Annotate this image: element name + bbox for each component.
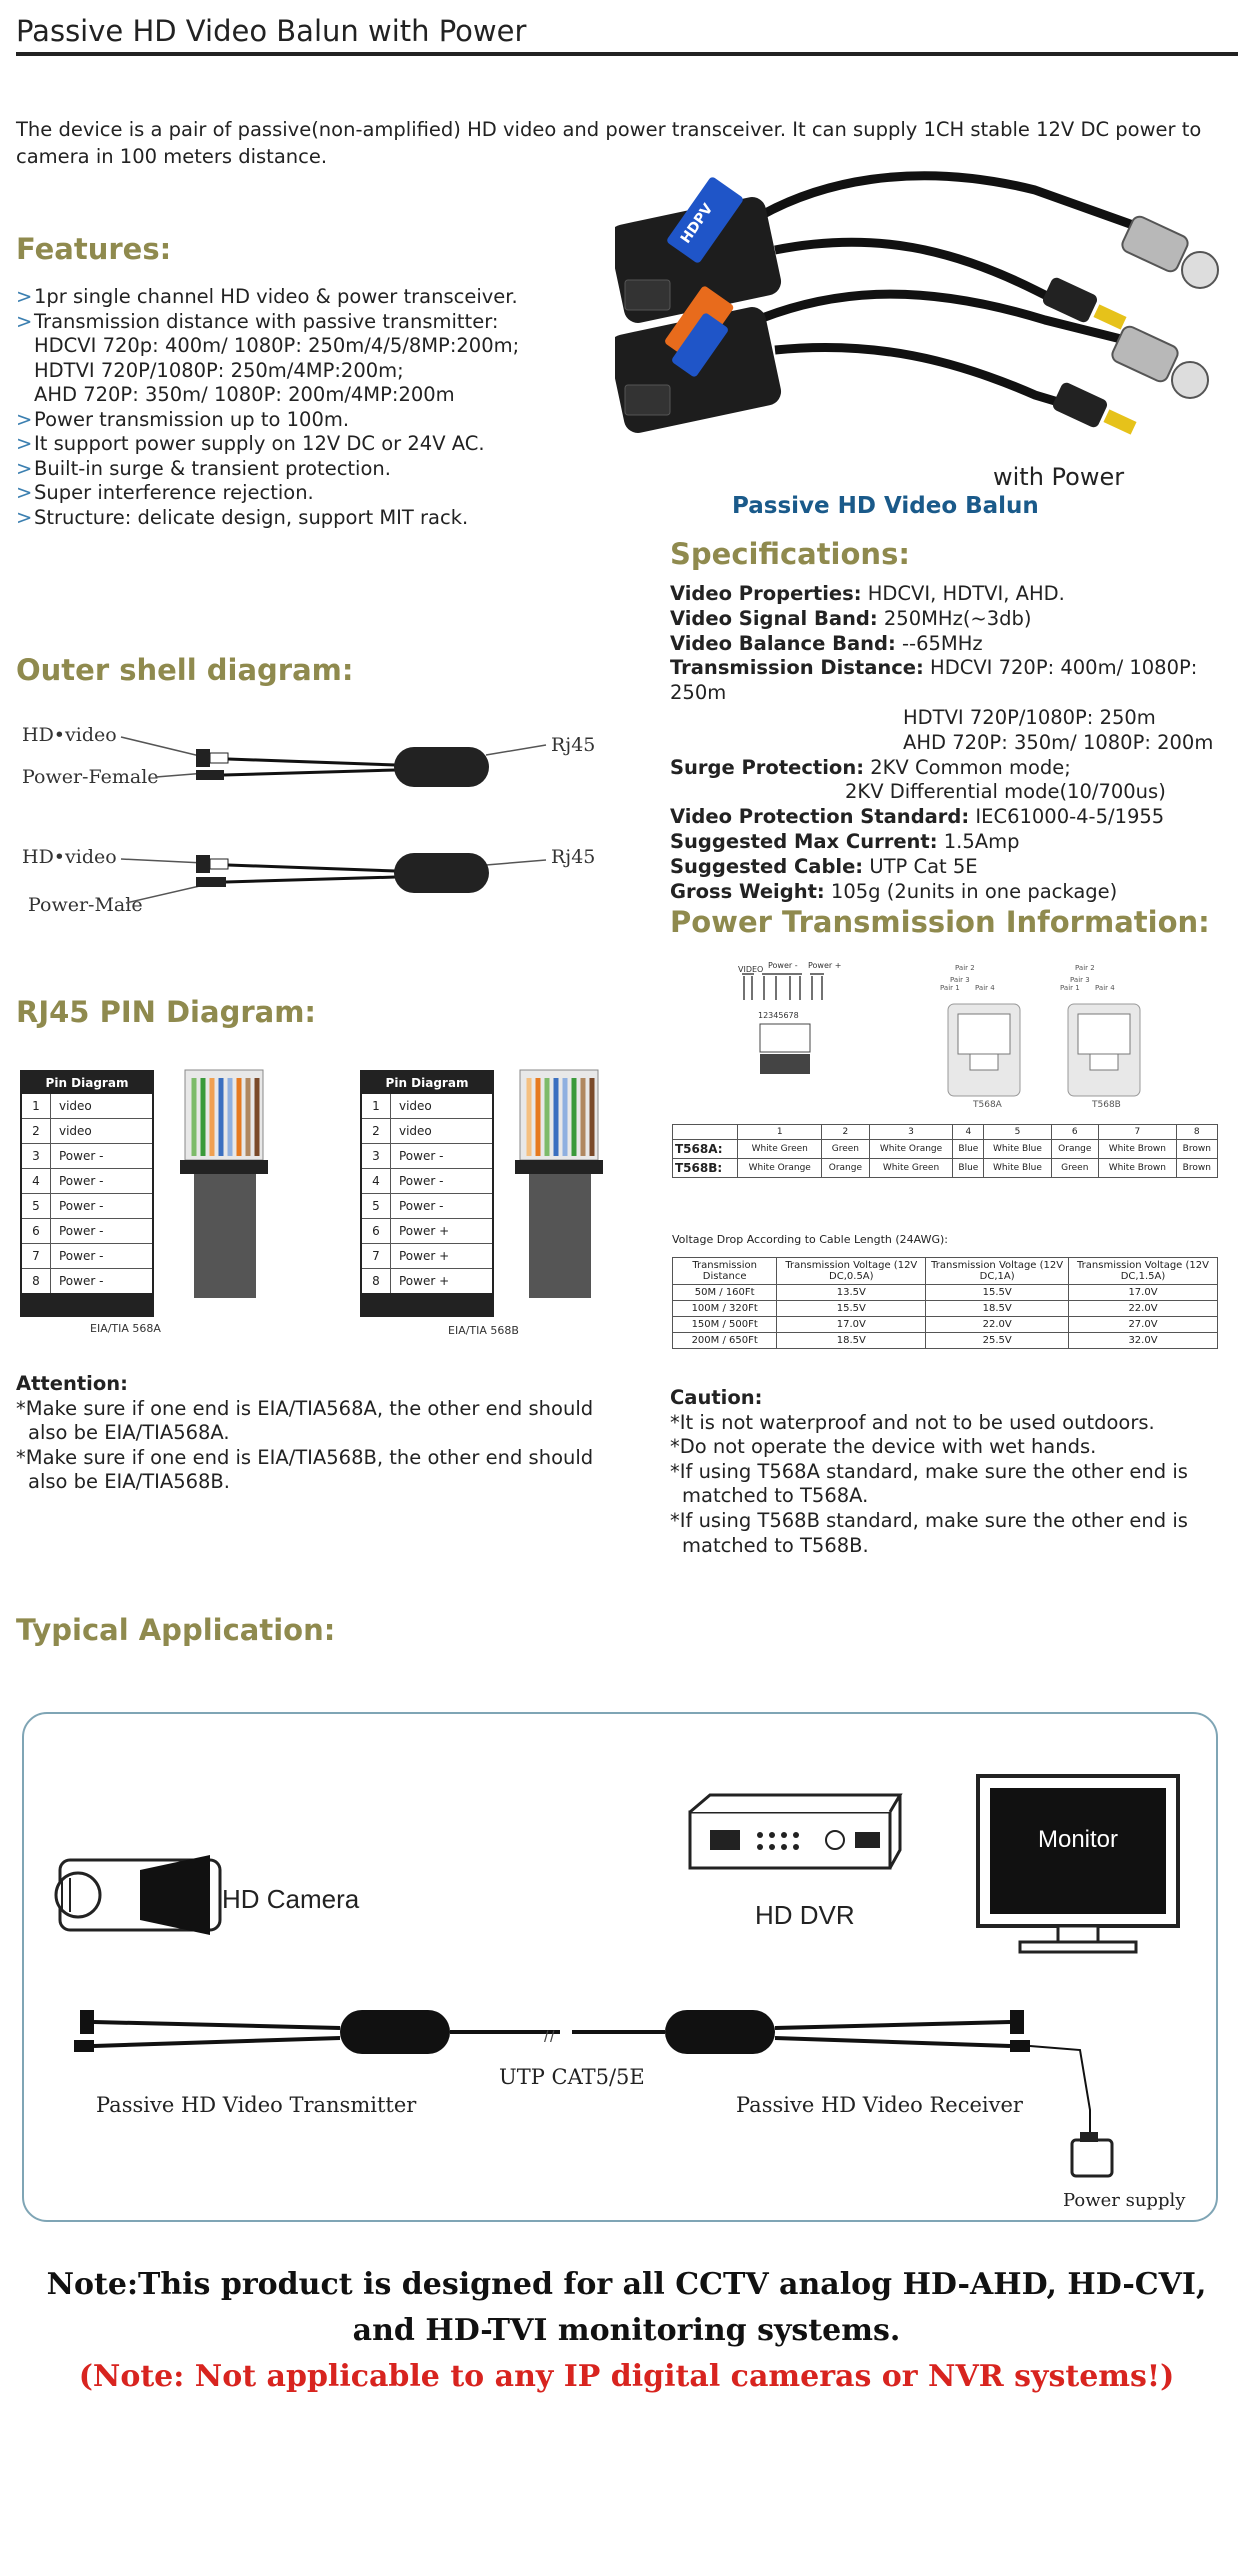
feature-item: > Built-in surge & transient protection. — [16, 457, 616, 482]
feature-item: > It support power supply on 12V DC or 24V AC. — [16, 432, 616, 457]
caution-line: *If using T568A standard, make sure the other end is — [670, 1459, 1188, 1483]
note-line: and HD-TVI monitoring systems. — [352, 2313, 901, 2348]
feature-item: > Super interference rejection. — [16, 481, 616, 506]
table-header: 7 — [1099, 1125, 1176, 1140]
attention-block — [16, 1372, 636, 1495]
product-photo — [615, 170, 1245, 490]
jack-label-b: T568B — [1092, 1100, 1121, 1110]
spec-label: Video Protection Standard: — [670, 805, 970, 829]
table-row: 100M / 320Ft 15.5V 18.5V 22.0V — [673, 1301, 1218, 1317]
table-row: 7 Power - — [22, 1244, 152, 1269]
table-header — [673, 1125, 738, 1140]
table-row: 2 video — [22, 1119, 152, 1144]
spec-value: UTP Cat 5E — [869, 854, 978, 878]
pair-label: Pair 3 — [950, 976, 970, 984]
label-utp-cable: UTP CAT5/5E — [499, 2065, 645, 2089]
features-list — [16, 285, 616, 530]
table-header: 5 — [984, 1125, 1051, 1140]
label-power-male: Power-Male — [28, 894, 143, 916]
label-hd-camera: HD Camera — [222, 1884, 360, 1914]
label-receiver: Passive HD Video Receiver — [736, 2093, 1023, 2117]
wire-label: Power - — [768, 962, 798, 970]
table-header: 1 — [738, 1125, 822, 1140]
table-row: 3 Power - — [362, 1144, 492, 1169]
spec-label: Transmission Distance: — [670, 656, 924, 680]
label-hd-video: HD•video — [22, 724, 117, 746]
label-hd-dvr: HD DVR — [755, 1900, 855, 1930]
svg-text:/: / — [544, 2029, 549, 2046]
table-row: 1 video — [362, 1094, 492, 1119]
specs-heading: Specifications: — [670, 537, 910, 571]
spec-value: IEC61000-4-5/1955 — [975, 805, 1165, 829]
spec-value: 105g (2units in one package) — [830, 879, 1118, 903]
table-row: 50M / 160Ft 13.5V 15.5V 17.0V — [673, 1285, 1218, 1301]
table-row: 8 Power + — [362, 1269, 492, 1293]
wiring-illustration — [730, 962, 1170, 1112]
table-row: 3 Power - — [22, 1144, 152, 1169]
table-row: 6 Power - — [22, 1219, 152, 1244]
caution-block — [670, 1386, 1230, 1558]
caption-568a: EIA/TIA 568A — [90, 1322, 161, 1335]
balun-badge: HDPV — [677, 200, 717, 247]
application-heading: Typical Application: — [16, 1613, 336, 1647]
table-header: 2 — [822, 1125, 870, 1140]
label-power-female: Power-Female — [22, 766, 159, 788]
camera-icon — [56, 1855, 220, 1935]
attention-line: *Make sure if one end is EIA/TIA568B, the other end should — [16, 1445, 594, 1469]
pin-table-title: Pin Diagram — [22, 1072, 152, 1094]
voltage-drop-table — [672, 1257, 1218, 1349]
caution-line: *If using T568B standard, make sure the other end is — [670, 1508, 1188, 1532]
spec-value: 2KV Common mode; — [870, 755, 1071, 779]
feature-item: > Transmission distance with passive transmitter: — [16, 310, 616, 335]
table-header: Transmission Voltage (12V DC,1A) — [926, 1258, 1069, 1285]
pair-label: Pair 3 — [1070, 976, 1090, 984]
pin-numbers: 12345678 — [758, 1011, 799, 1020]
table-row: 2 video — [362, 1119, 492, 1144]
power-supply-icon — [1072, 2132, 1112, 2176]
table-row: 5 Power - — [362, 1194, 492, 1219]
table-header: 8 — [1176, 1125, 1217, 1140]
rj45-heading: RJ45 PIN Diagram: — [16, 995, 317, 1029]
specs-block — [670, 582, 1250, 904]
voltage-drop-title: Voltage Drop According to Cable Length (24AWG): — [672, 1233, 949, 1246]
table-header: 3 — [869, 1125, 953, 1140]
table-row: 4 Power - — [22, 1169, 152, 1194]
table-header: 4 — [953, 1125, 984, 1140]
label-power-supply: Power supply — [1063, 2190, 1186, 2211]
rj45-plug-568a — [180, 1068, 270, 1308]
dvr-icon — [690, 1795, 900, 1868]
pair-label: Pair 2 — [1075, 964, 1095, 972]
pin-color-table — [672, 1124, 1218, 1178]
attention-line: *Make sure if one end is EIA/TIA568A, the other end should — [16, 1396, 594, 1420]
power-info-heading: Power Transmission Information: — [670, 905, 1210, 939]
intro-paragraph: The device is a pair of passive(non-amplified) HD video and power transceiver. It can supply 1CH stable 12V DC power to camera in 100 meters distance. — [16, 118, 1202, 168]
attention-line: also be EIA/TIA568A. — [28, 1421, 230, 1445]
table-row: 150M / 500Ft 17.0V 22.0V 27.0V — [673, 1317, 1218, 1333]
wire-label: VIDEO — [738, 965, 764, 974]
feature-item: HDCVI 720p: 400m/ 1080P: 250m/4/5/8MP:200m; — [34, 334, 520, 357]
application-diagram — [20, 1710, 1220, 2230]
table-row: 7 Power + — [362, 1244, 492, 1269]
outer-shell-diagram — [16, 715, 616, 925]
note-warning: (Note: Not applicable to any IP digital cameras or NVR systems!) — [78, 2359, 1175, 2394]
pair-label: Pair 2 — [955, 964, 975, 972]
pair-label: Pair 4 — [975, 984, 995, 992]
table-row: 200M / 650Ft 18.5V 25.5V 32.0V — [673, 1333, 1218, 1349]
table-row: T568A: White Green Green White Orange Blue White Blue Orange White Brown Brown — [673, 1140, 1218, 1159]
wire-label: Power + — [808, 962, 842, 970]
rj45-plug-568b — [515, 1068, 605, 1308]
spec-label: Video Balance Band: — [670, 631, 896, 655]
spec-value: --65MHz — [902, 631, 983, 655]
spec-label: Suggested Max Current: — [670, 829, 938, 853]
feature-item: AHD 720P: 350m/ 1080P: 200m/4MP:200m — [34, 383, 455, 406]
label-monitor: Monitor — [1037, 1826, 1119, 1853]
note-line: Note:This product is designed for all CCTV analog HD-AHD, HD-CVI, — [46, 2267, 1207, 2302]
pair-label: Pair 1 — [1060, 984, 1080, 992]
table-row: 6 Power + — [362, 1219, 492, 1244]
attention-line: also be EIA/TIA568B. — [28, 1470, 231, 1494]
spec-value: 2KV Differential mode(10/700us) — [845, 780, 1166, 804]
spec-label: Video Properties: — [670, 582, 862, 605]
table-row: 1 video — [22, 1094, 152, 1119]
jack-label-a: T568A — [973, 1100, 1002, 1110]
table-row: T568B: White Orange Orange White Green Blue White Blue Green White Brown Brown — [673, 1159, 1218, 1178]
spec-value: 250MHz(~3db) — [883, 606, 1032, 630]
spec-value: HDCVI, HDTVI, AHD. — [867, 582, 1065, 605]
caution-line: *It is not waterproof and not to be used outdoors. — [670, 1410, 1155, 1434]
feature-item: HDTVI 720P/1080P: 250m/4MP:200m; — [34, 358, 404, 382]
table-header: Transmission Voltage (12V DC,0.5A) — [777, 1258, 926, 1285]
features-heading: Features: — [16, 232, 172, 266]
page-title: Passive HD Video Balun with Power — [16, 14, 527, 48]
pin-table-568a — [20, 1070, 154, 1317]
pin-table-568b — [360, 1070, 494, 1317]
spec-value: 1.5Amp — [943, 829, 1020, 853]
pair-label: Pair 4 — [1095, 984, 1115, 992]
spec-label: Gross Weight: — [670, 879, 825, 903]
caution-line: *Do not operate the device with wet hands. — [670, 1435, 1097, 1459]
table-row: 8 Power - — [22, 1269, 152, 1293]
caution-line: matched to T568B. — [682, 1533, 869, 1557]
label-rj45: Rj45 — [551, 846, 596, 868]
pair-label: Pair 1 — [940, 984, 960, 992]
feature-item: > 1pr single channel HD video & power transceiver. — [16, 285, 616, 310]
label-rj45: Rj45 — [551, 734, 596, 756]
table-header: 6 — [1051, 1125, 1099, 1140]
table-header: Transmission Voltage (12V DC,1.5A) — [1069, 1258, 1218, 1285]
feature-item: > Power transmission up to 100m. — [16, 408, 616, 433]
spec-label: Suggested Cable: — [670, 854, 864, 878]
product-label-black: with Power — [993, 463, 1125, 491]
caption-568b: EIA/TIA 568B — [448, 1324, 519, 1337]
pin-table-title: Pin Diagram — [362, 1072, 492, 1094]
spec-label: Surge Protection: — [670, 755, 865, 779]
spec-value: HDCVI 720P: 400m/ 1080P: 250m — [670, 656, 1198, 705]
caution-heading: Caution: — [670, 1386, 763, 1409]
table-row: 4 Power - — [362, 1169, 492, 1194]
spec-value: AHD 720P: 350m/ 1080P: 200m — [903, 730, 1214, 754]
spec-label: Video Signal Band: — [670, 606, 878, 630]
label-hd-video: HD•video — [22, 846, 117, 868]
table-row: 5 Power - — [22, 1194, 152, 1219]
svg-text:/: / — [550, 2029, 555, 2046]
attention-heading: Attention: — [16, 1372, 128, 1395]
spec-value: HDTVI 720P/1080P: 250m — [903, 705, 1156, 729]
title-divider — [16, 52, 1238, 56]
outer-shell-heading: Outer shell diagram: — [16, 653, 354, 687]
product-label-blue: Passive HD Video Balun — [732, 493, 1039, 519]
note-main — [0, 2262, 1253, 2400]
table-header: Transmission Distance — [673, 1258, 777, 1285]
label-transmitter: Passive HD Video Transmitter — [96, 2093, 417, 2117]
feature-item: > Structure: delicate design, support MIT rack. — [16, 506, 616, 531]
caution-line: matched to T568A. — [682, 1484, 869, 1508]
monitor-icon — [978, 1776, 1178, 1952]
